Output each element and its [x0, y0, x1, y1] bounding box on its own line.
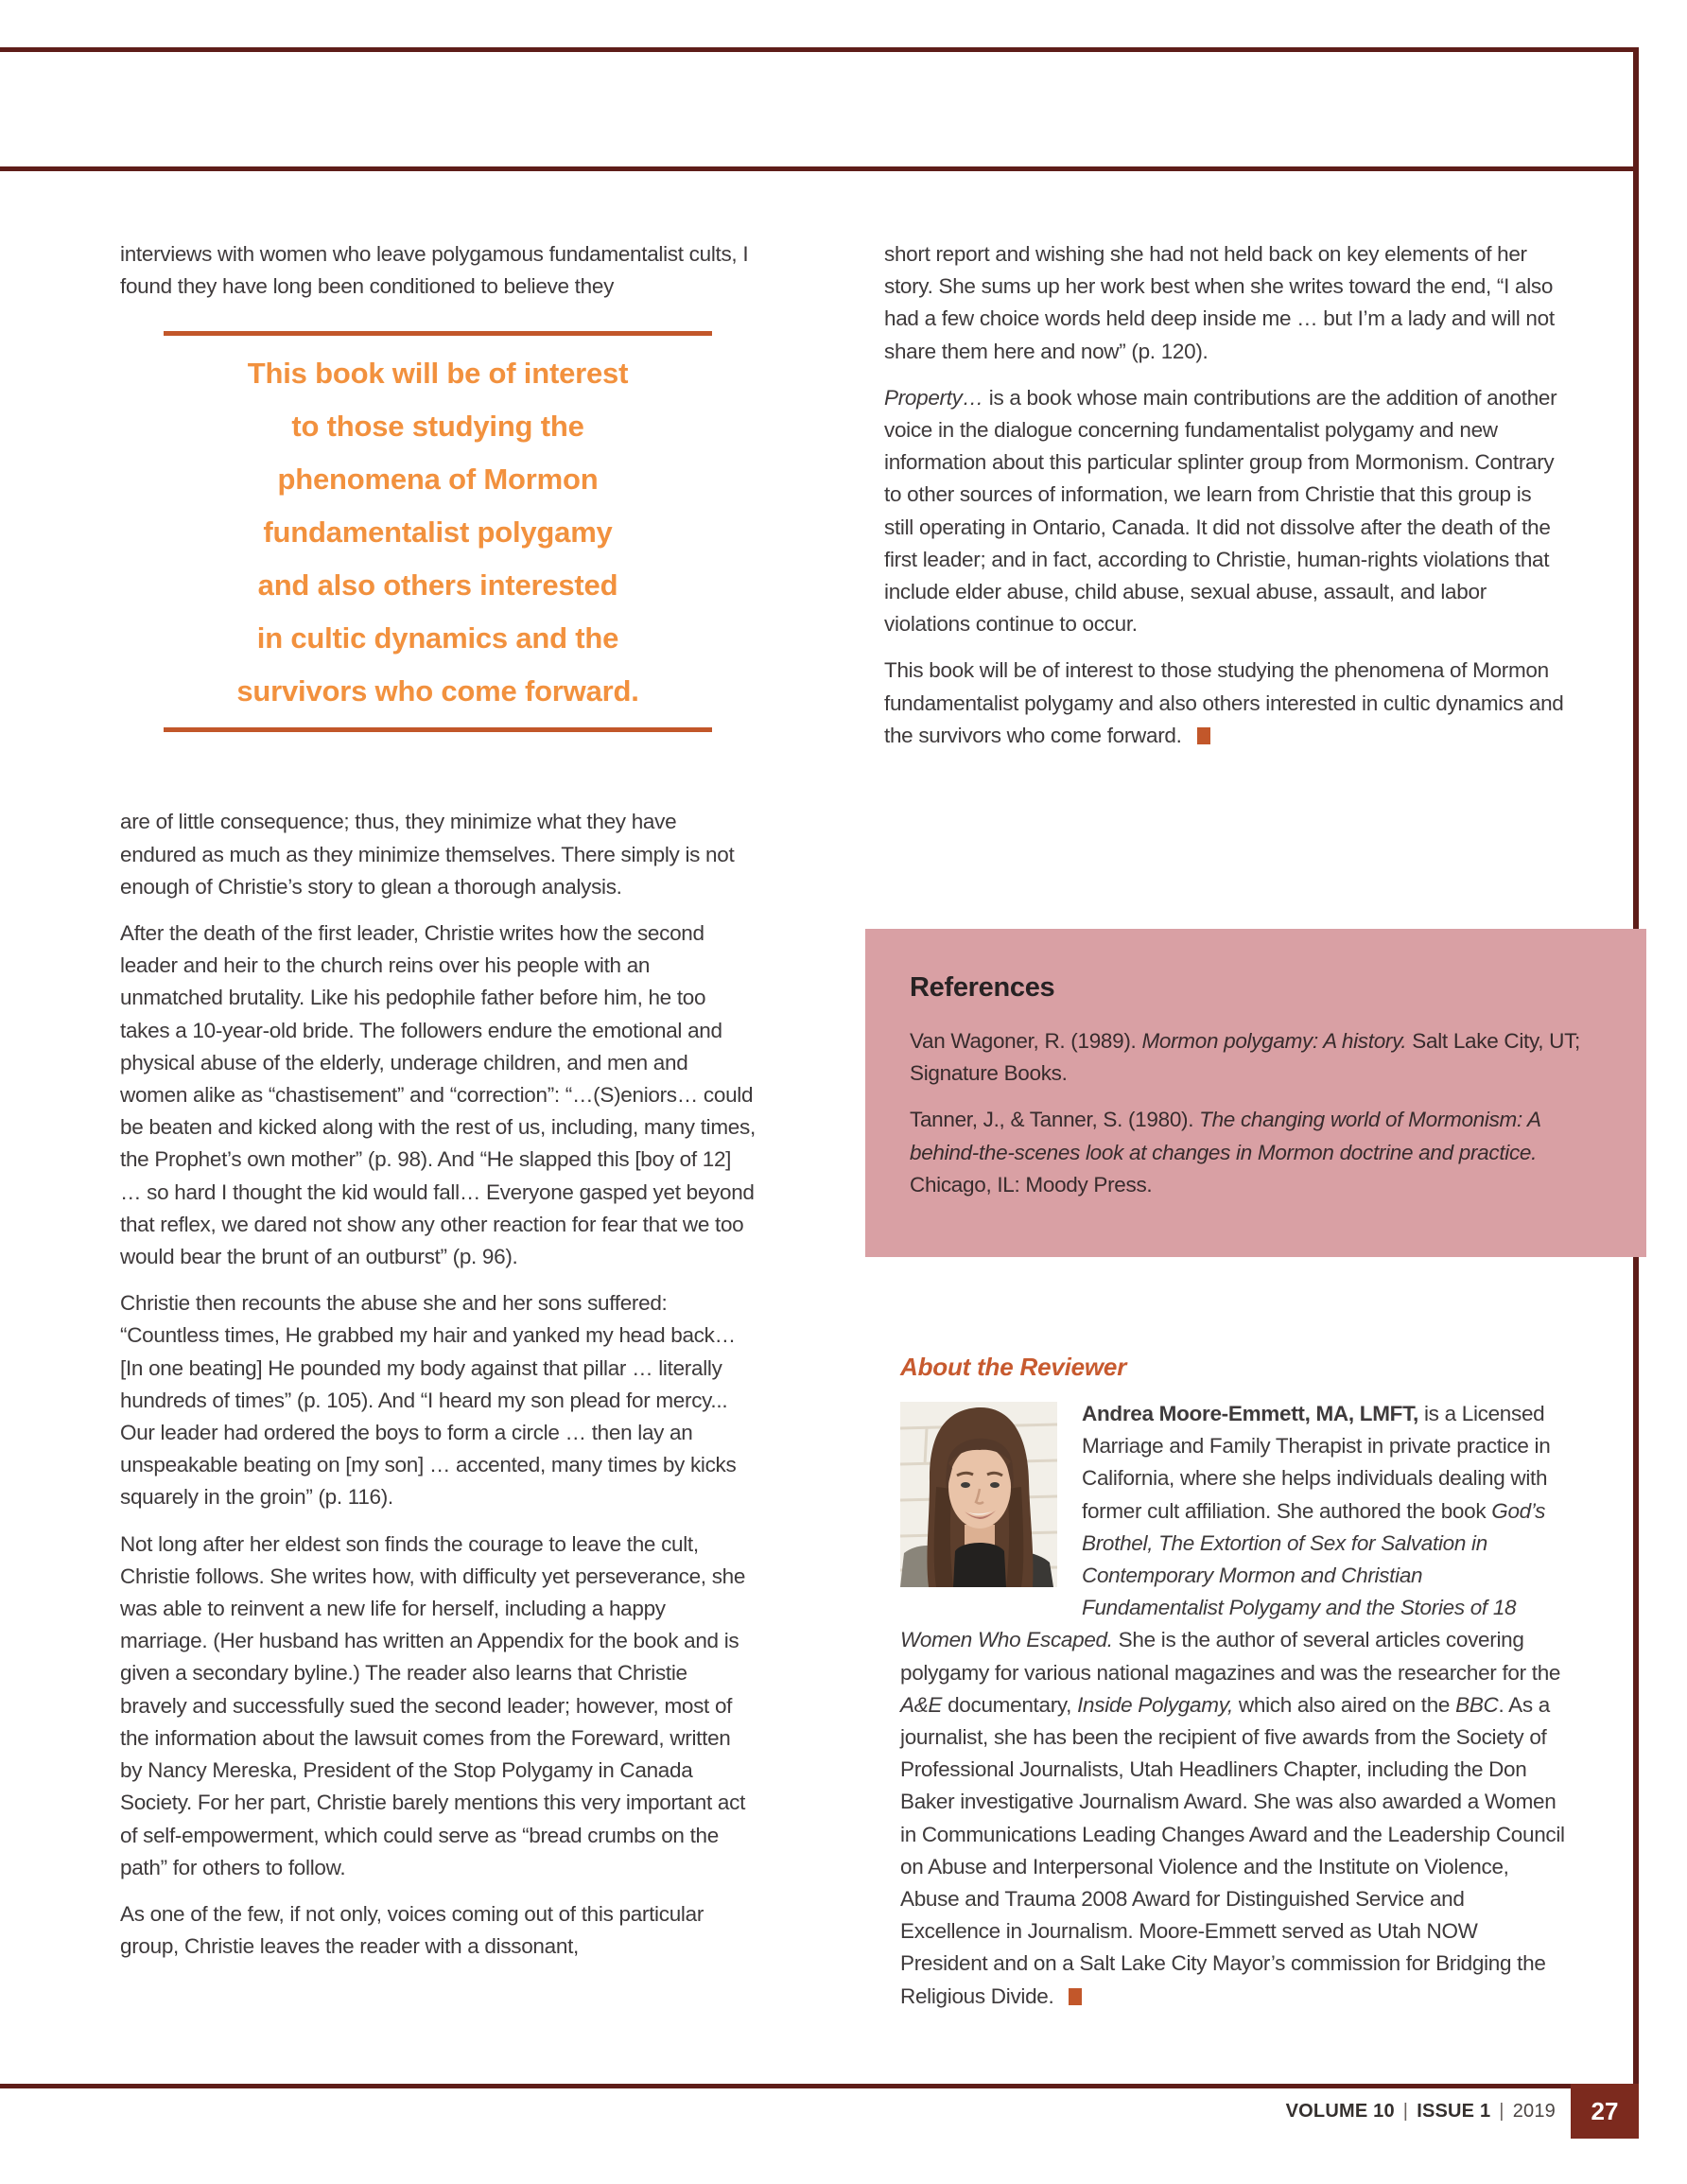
reference-item: Tanner, J., & Tanner, S. (1980). The changing world of Mormonism: A behind-the-scenes look at changes in Mormon doctrine and practice. Chicago, IL: Moody Press.	[910, 1108, 1540, 1197]
body-paragraph: After the death of the first leader, Christie writes how the second leader and heir to the church reins over his people with an unmatched brutality. Like his pedophile father before him, he too takes a 10-year-old bride. The followers endure the emotional and physical abuse of the elderly, underage children, and men and women alike as “chastisement” and “correction”: “…(S)eniors… could be beaten and kicked along with the rest of us, including, many times, the Prophet’s own mother” (p. 98). And “He slapped this [boy of 12] … so hard I thought the kid would fall… Everyone gasped yet beyond that reflex, we dared not show any other reaction for fear that we too would bear the brunt of an outburst” (p. 96).	[120, 921, 756, 1269]
footer-separator: |	[1499, 2101, 1504, 2122]
body-paragraph: are of little consequence; thus, they minimize what they have endured as much as they minimize themselves. There simply is not enough of Christie’s story to glean a thorough analysis.	[120, 810, 735, 899]
footer-volume: VOLUME 10	[1285, 2101, 1395, 2122]
reviewer-bio	[900, 1398, 1568, 2013]
end-of-article-square-icon	[1069, 1988, 1082, 2005]
right-column	[884, 238, 1565, 766]
body-paragraph: Christie then recounts the abuse she and her sons suffered: “Countless times, He grabbed my hair and yanked my head back… [In one beating] He pounded my body against that pillar … literally hundreds of times” (p. 105). And “I heard my son plead for mercy... Our leader had ordered the boys to form a circle … then lay an unspeakable beating on [my son] … accented, many times by kicks squarely in the groin” (p. 116).	[120, 1291, 737, 1510]
reviewer-photo	[900, 1402, 1057, 1587]
about-reviewer-section	[900, 1351, 1568, 2013]
reviewer-bio-text: Andrea Moore-Emmett, MA, LMFT, is a Licensed Marriage and Family Therapist in private practice in California, where she helps individuals dealing with former cult affiliation. She authored the book God’s Brothel, The Extortion of Sex for Salvation in Contemporary Mormon and Christian Fundamentalist Polygamy and the Stories of 18 Women Who Escaped. She is the author of several articles covering polygamy for various national magazines and was the researcher for the A&E documentary, Inside Polygamy, which also aired on the BBC. As a journalist, she has been the recipient of five awards from the Society of Professional Journalists, Utah Headliners Chapter, including the Don Baker investigative Journalism Award. She was also awarded a Women in Communications Leading Changes Award and the Leadership Council on Abuse and Interpersonal Violence and the Institute on Violence, Abuse and Trauma 2008 Award for Distinguished Service and Excellence in Journalism. Moore-Emmett served as Utah NOW President and on a Salt Lake City Mayor’s commission for Bridging the Religious Divide.	[900, 1402, 1565, 2008]
body-paragraph: interviews with women who leave polygamous fundamentalist cults, I found they have long been conditioned to believe they	[120, 242, 749, 299]
reviewer-photo-image	[900, 1402, 1057, 1587]
footer-separator: |	[1402, 2101, 1409, 2122]
pull-quote-block	[120, 331, 756, 732]
header-rule-top	[0, 47, 1639, 52]
page-number: 27	[1591, 2096, 1619, 2125]
body-paragraph: This book will be of interest to those studying the phenomena of Mormon fundamentalist polygamy and also others interested in cultic dynamics and the survivors who come forward.	[884, 658, 1564, 747]
body-paragraph: Not long after her eldest son finds the courage to leave the cult, Christie follows. She writes how, with difficulty yet perseverance, she was able to reinvent a new life for herself, including a happy marriage. (Her husband has written an Appendix for the book and is given a secondary byline.) The reader also learns that Christie bravely and successfully sued the second leader; however, most of the information about the lawsuit comes from the Foreward, written by Nancy Mereska, President of the Stop Polygamy in Canada Society. For her part, Christie barely mentions this very important act of self-empowerment, which could serve as “bread crumbs on the path” for others to follow.	[120, 1531, 746, 1879]
header-rule-bottom	[0, 166, 1639, 171]
about-reviewer-heading: About the Reviewer	[900, 1353, 1127, 1381]
body-paragraph: Property… is a book whose main contributions are the addition of another voice in the dialogue concerning fundamentalist polygamy and new information about this particular splinter group from Mormonism. Contrary to other sources of information, we learn from Christie that this group is still operating in Ontario, Canada. It did not dissolve after the death of the first leader; and in fact, according to Christie, human-rights violations that include elder abuse, child abuse, sexual abuse, assault, and labor violations continue to occur.	[884, 385, 1557, 637]
footer-issue-info	[1286, 2099, 1556, 2123]
pull-quote-rule-bottom	[164, 727, 712, 732]
footer-rule	[0, 2084, 1639, 2088]
left-column	[120, 238, 756, 1977]
body-paragraph: As one of the few, if not only, voices coming out of this particular group, Christie leaves the reader with a dissonant,	[120, 1901, 704, 1959]
footer-issue: ISSUE 1	[1417, 2101, 1491, 2122]
references-box	[865, 929, 1646, 1257]
page-number-badge	[1571, 2084, 1639, 2139]
references-title: References	[910, 972, 1055, 1003]
footer-year: 2019	[1512, 2101, 1556, 2122]
reference-item: Van Wagoner, R. (1989). Mormon polygamy: A history. Salt Lake City, UT; Signature Books.	[910, 1029, 1581, 1086]
end-of-article-square-icon	[1197, 727, 1210, 744]
body-paragraph: short report and wishing she had not held back on key elements of her story. She sums up her work best when she writes toward the end, “I also had a few choice words held deep inside me … but I’m a lady and will not share them here and now” (p. 120).	[884, 242, 1555, 363]
pull-quote: This book will be of interest to those studying the phenomena of Mormon fundamentalist polygamy and also others interested in cultic dynamics and the survivors who come forward.	[236, 357, 639, 708]
